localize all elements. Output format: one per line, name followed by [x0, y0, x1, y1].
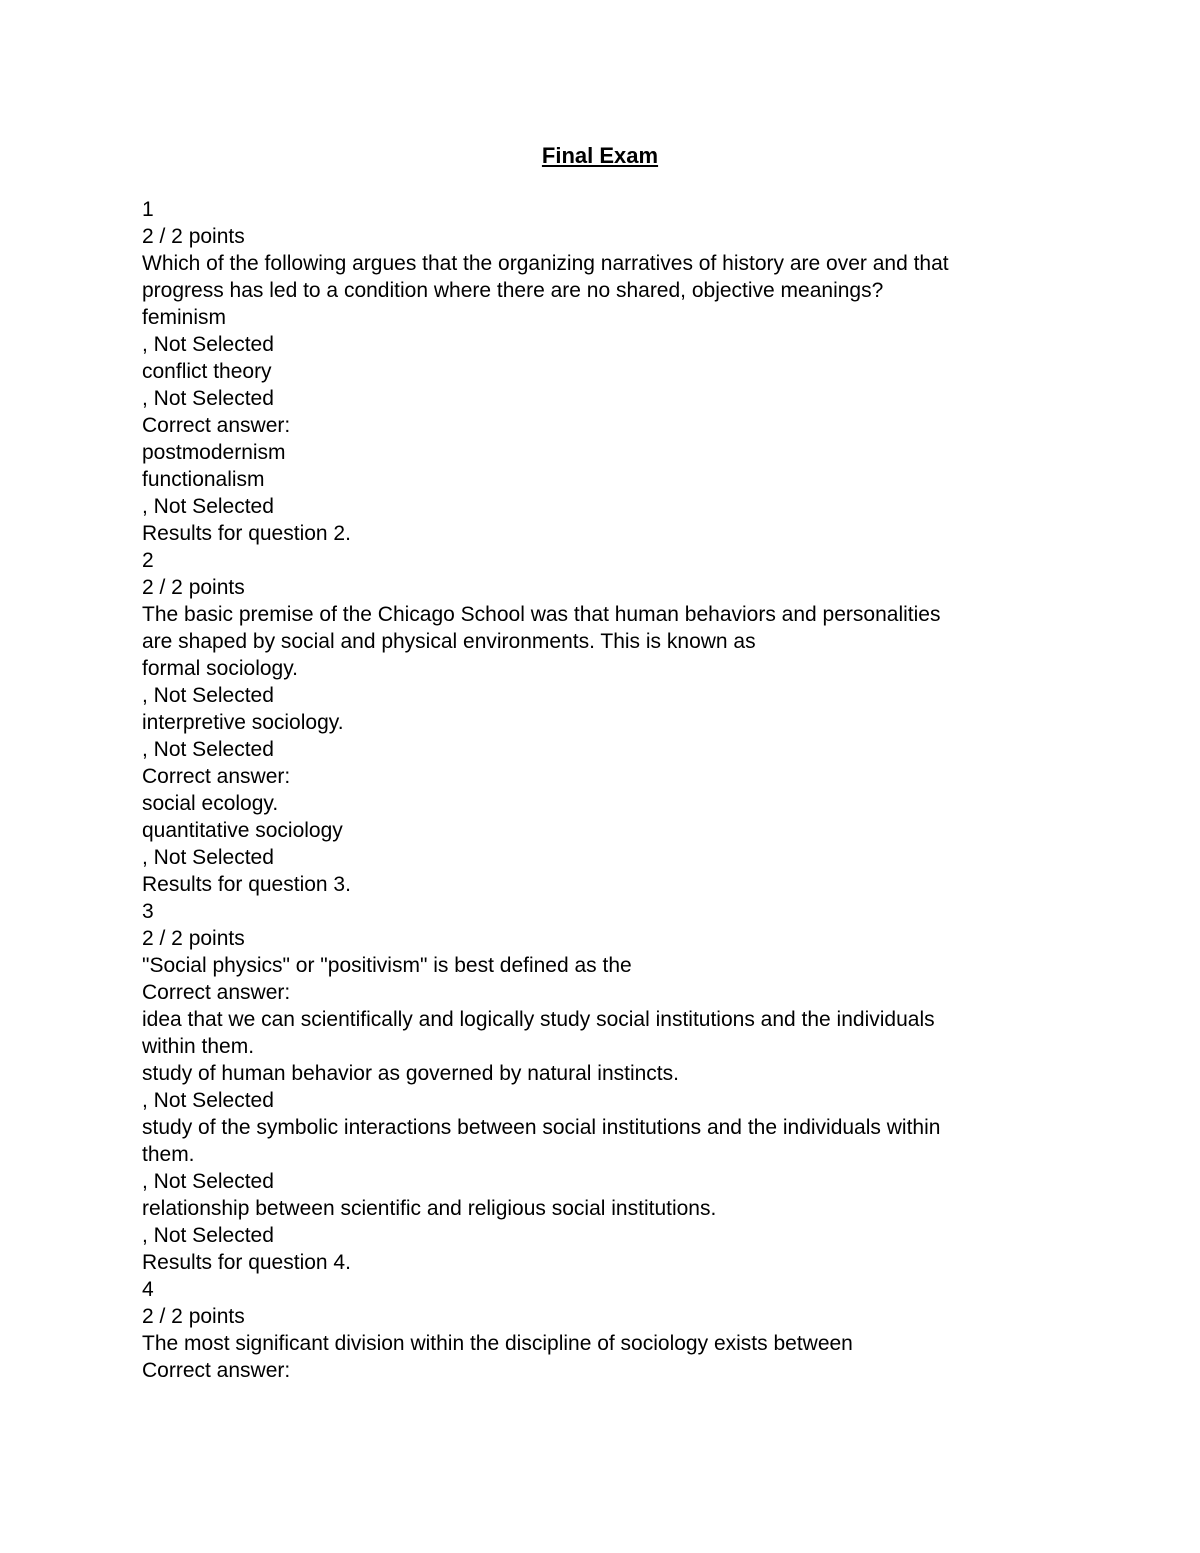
text-line: conflict theory	[142, 360, 272, 383]
text-line: , Not Selected	[142, 387, 274, 410]
text-line: "Social physics" or "positivism" is best defined as the	[142, 954, 632, 977]
exam-content	[142, 196, 1057, 1384]
text-line: 2	[142, 549, 154, 572]
text-line: Correct answer:	[142, 1359, 291, 1382]
text-line: feminism	[142, 306, 227, 329]
page-title: Final Exam	[541, 143, 659, 168]
text-line: idea that we can scientifically and logically study social institutions and the individuals	[142, 1008, 935, 1031]
text-line: , Not Selected	[142, 684, 274, 707]
text-line: Results for question 3.	[142, 873, 351, 896]
text-line: 2 / 2 points	[142, 1305, 245, 1328]
text-line: social ecology.	[142, 792, 279, 815]
text-line: within them.	[142, 1035, 255, 1058]
text-line: Correct answer:	[142, 414, 291, 437]
text-line: progress has led to a condition where there are no shared, objective meanings?	[142, 279, 884, 302]
text-line: 2 / 2 points	[142, 927, 245, 950]
text-line: interpretive sociology.	[142, 711, 344, 734]
text-line: 3	[142, 900, 154, 923]
text-line: 4	[142, 1278, 154, 1301]
text-line: , Not Selected	[142, 495, 274, 518]
text-line: , Not Selected	[142, 333, 274, 356]
text-line: formal sociology.	[142, 657, 299, 680]
text-line: Results for question 2.	[142, 522, 351, 545]
text-line: are shaped by social and physical environments. This is known as	[142, 630, 756, 653]
text-line: Which of the following argues that the organizing narratives of history are over and that	[142, 252, 949, 275]
text-line: relationship between scientific and religious social institutions.	[142, 1197, 717, 1220]
text-line: study of human behavior as governed by natural instincts.	[142, 1062, 679, 1085]
text-line: them.	[142, 1143, 195, 1166]
text-line: , Not Selected	[142, 1224, 274, 1247]
text-line: study of the symbolic interactions between social institutions and the individuals within	[142, 1116, 941, 1139]
text-line: Results for question 4.	[142, 1251, 351, 1274]
text-line: , Not Selected	[142, 738, 274, 761]
text-line: The most significant division within the discipline of sociology exists between	[142, 1332, 853, 1355]
text-line: 2 / 2 points	[142, 576, 245, 599]
text-line: 2 / 2 points	[142, 225, 245, 248]
text-line: , Not Selected	[142, 846, 274, 869]
text-line: , Not Selected	[142, 1089, 274, 1112]
text-line: 1	[142, 198, 154, 221]
text-line: quantitative sociology	[142, 819, 343, 842]
text-line: Correct answer:	[142, 981, 291, 1004]
text-line: The basic premise of the Chicago School was that human behaviors and personalities	[142, 603, 941, 626]
text-line: functionalism	[142, 468, 265, 491]
text-line: postmodernism	[142, 441, 286, 464]
text-line: , Not Selected	[142, 1170, 274, 1193]
text-line: Correct answer:	[142, 765, 291, 788]
